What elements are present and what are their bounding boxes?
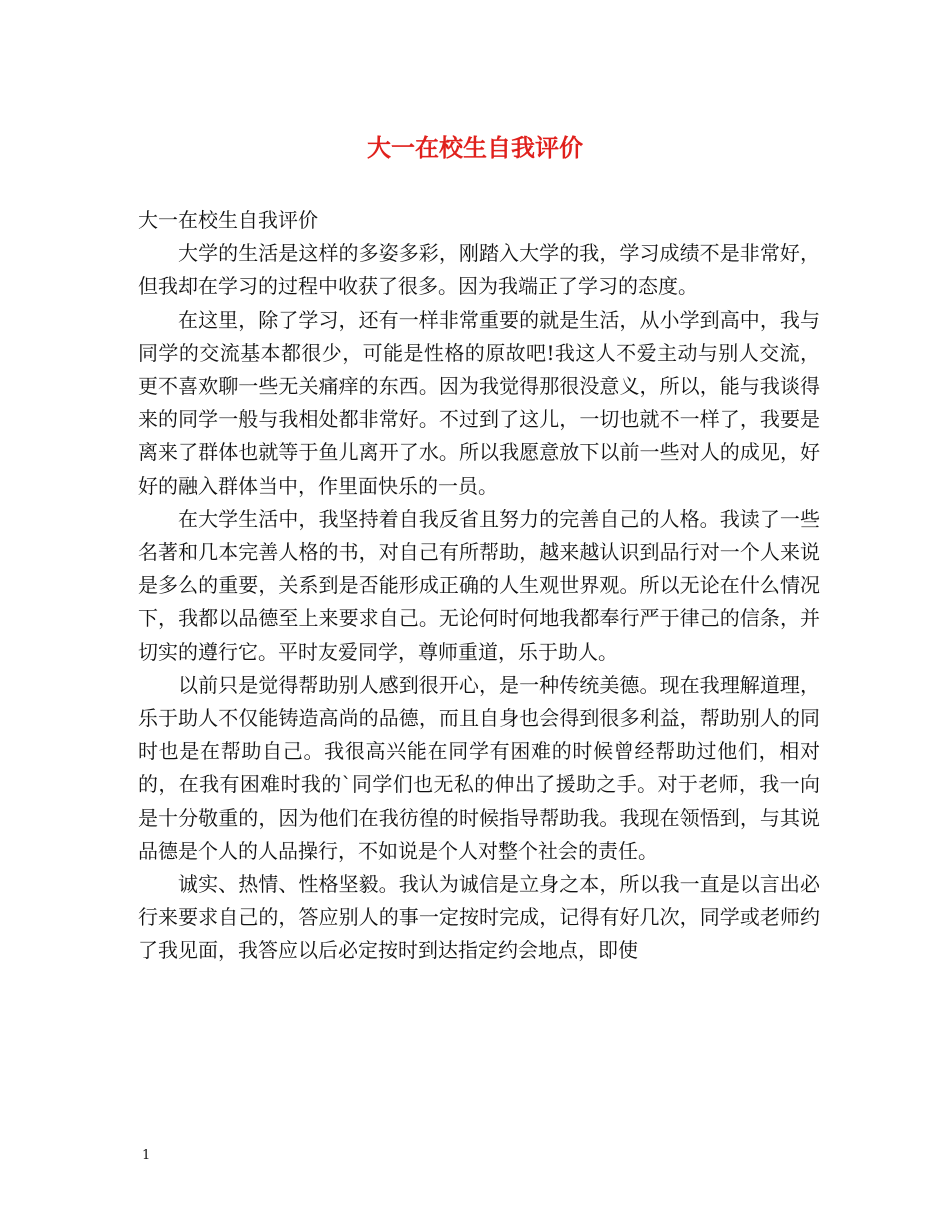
paragraph-1: 大学的生活是这样的多姿多彩，刚踏入大学的我，学习成绩不是非常好，但我却在学习的过程中收获了很多。因为我端正了学习的态度。 <box>138 241 820 299</box>
paragraph-3: 在大学生活中，我坚持着自我反省且努力的完善自己的人格。我读了一些名著和几本完善人格的书，对自己有所帮助，越来越认识到品行对一个人来说是多么的重要，关系到是否能形成正确的人生观世界观。所以无论在什么情况下，我都以品德至上来要求自己。无论何时何地我都奉行严于律己的信条，并切实的遵行它。平时友爱同学，尊师重道，乐于助人。 <box>138 506 820 664</box>
page-number: 1 <box>142 1148 151 1163</box>
paragraph-2: 在这里，除了学习，还有一样非常重要的就是生活，从小学到高中，我与同学的交流基本都很少，可能是性格的原故吧!我这人不爱主动与别人交流，更不喜欢聊一些无关痛痒的东西。因为我觉得那很没意义，所以，能与我谈得来的同学一般与我相处都非常好。不过到了这儿，一切也就不一样了，我要是离来了群体也就等于鱼儿离开了水。所以我愿意放下以前一些对人的成见，好好的融入群体当中，作里面快乐的一员。 <box>138 307 820 498</box>
document-title: 大一在校生自我评价 <box>367 133 583 162</box>
paragraph-5: 诚实、热情、性格坚毅。我认为诚信是立身之本，所以我一直是以言出必行来要求自己的，答应别人的事一定按时完成，记得有好几次，同学或老师约了我见面，我答应以后必定按时到达指定约会地点，即使 <box>138 872 820 963</box>
document-subtitle: 大一在校生自我评价 <box>138 208 318 232</box>
paragraph-4: 以前只是觉得帮助别人感到很开心，是一种传统美德。现在我理解道理，乐于助人不仅能铸造高尚的品德，而且自身也会得到很多利益，帮助别人的同时也是在帮助自己。我很高兴能在同学有困难的时候曾经帮助过他们，相对的，在我有困难时我的`同学们也无私的伸出了援助之手。对于老师，我一向是十分敬重的，因为他们在我彷徨的时候指导帮助我。我现在领悟到，与其说品德是个人的人品操行，不如说是个人对整个社会的责任。 <box>138 672 820 863</box>
document-body <box>138 204 820 968</box>
